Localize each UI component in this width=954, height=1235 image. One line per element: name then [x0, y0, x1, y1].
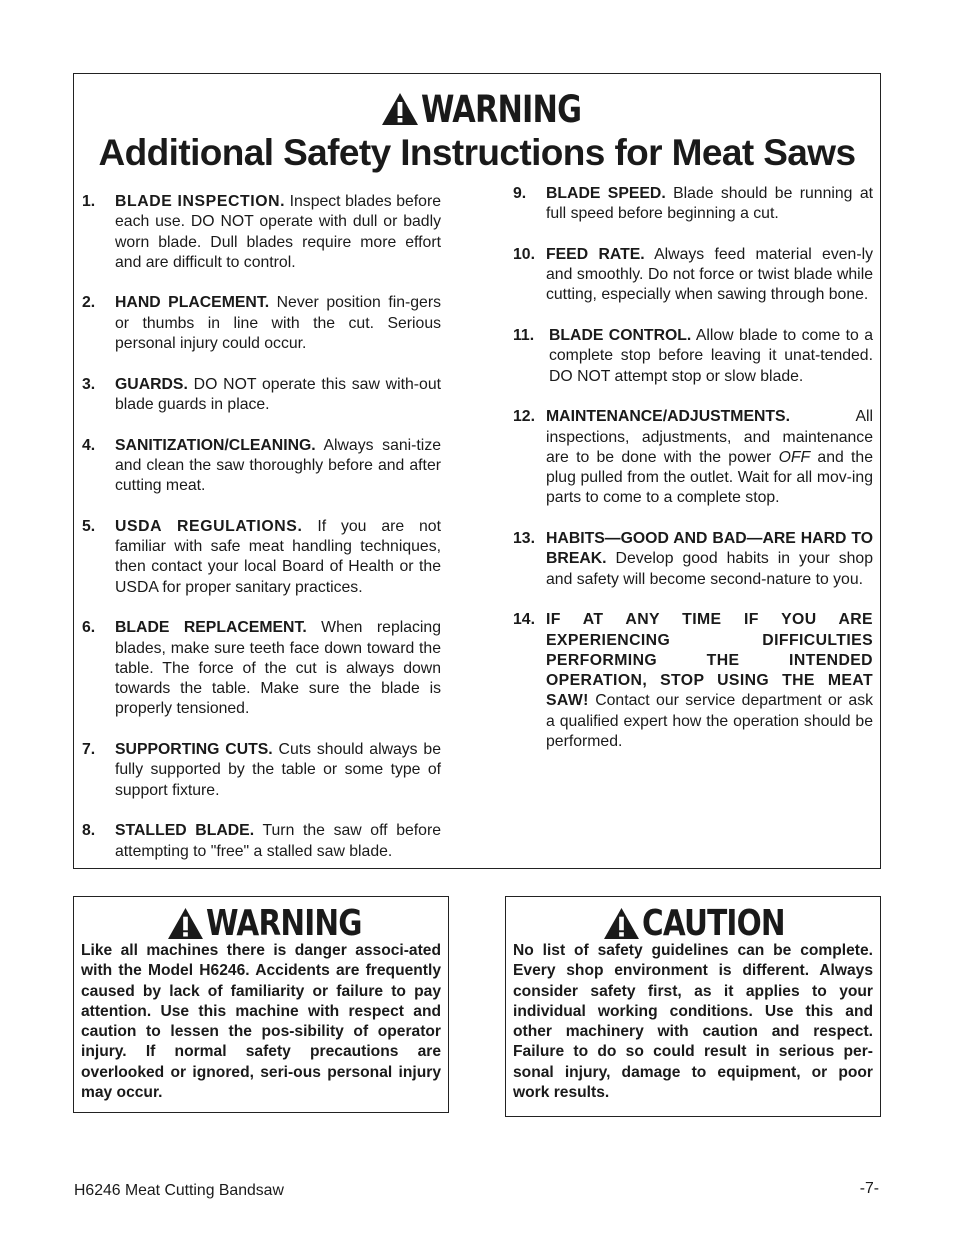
page-title: Additional Safety Instructions for Meat Saws: [98, 132, 856, 173]
signal-word: CAUTION: [642, 902, 786, 944]
list-item: 4. SANITIZATION/CLEANING. Always sani-tize and clean the saw thoroughly before and after cutting meat.: [82, 436, 441, 495]
list-item: 5. USDA REGULATIONS. If you are not familiar with safe meat handling techniques, then contact your local Board of Health or the USDA for proper sanitary practices.: [82, 517, 441, 596]
list-item: 14. IF AT ANY TIME IF YOU ARE EXPERIENCING DIFFICULTIES PERFORMING THE INTENDED OPERATION, STOP USING THE MEAT SAW! Contact our service department or ask a qualified expert how the operation should be performed.: [513, 611, 873, 751]
instructions-right-column: [513, 184, 873, 773]
instructions-left-column: [82, 192, 441, 882]
page-number: -7-: [859, 1180, 879, 1197]
caution-text: No list of safety guidelines can be complete. Every shop environment is different. Always consider safety first, as it applies to your individual working conditions. Use this and other machinery with caution and respect. Failure to do so could result in serious per-sonal injury, damage to equipment, or poor work results.: [513, 942, 873, 1102]
warning-triangle-icon: [381, 92, 419, 126]
list-item: 8. STALLED BLADE. Turn the saw off before attempting to "free" a stalled saw blade.: [82, 822, 441, 860]
warning-triangle-icon: [603, 907, 640, 940]
signal-word: WARNING: [421, 87, 582, 131]
signal-word: WARNING: [205, 902, 362, 944]
list-item: 10. FEED RATE. Always feed material even-ly and smoothly. Do not force or twist blade while cutting, especially when sawing through bone.: [513, 245, 873, 304]
warning-text: Like all machines there is danger associ-ated with the Model H6246. Accidents are frequently caused by lack of familiarity or failure to pay attention. Use this machine with respect and caution to lessen the pos-sibility of operator injury. If normal safety precautions are overlooked or ignored, seri-ous personal injury may occur.: [81, 942, 441, 1102]
list-item: 2. HAND PLACEMENT. Never position fin-gers or thumbs in line with the cut. Serious personal injury could occur.: [82, 294, 441, 353]
warning-signal-header: [74, 903, 448, 943]
warning-box: [73, 896, 449, 1113]
caution-signal-header: [506, 903, 880, 943]
list-item: 12. MAINTENANCE/ADJUSTMENTS. All inspections, adjustments, and maintenance are to be done with the power OFF and the plug pulled from the outlet. Wait for all mov-ing parts to come to a complete stop.: [513, 408, 873, 507]
list-item: 13. HABITS—GOOD AND BAD—ARE HARD TO BREAK. Develop good habits in your shop and safety will become second-nature to you.: [513, 530, 873, 588]
list-item: 11. BLADE CONTROL. Allow blade to come to a complete stop before leaving it unat-tended. DO NOT attempt stop or slow blade.: [513, 327, 873, 385]
safety-instructions-box: [73, 73, 881, 869]
warning-signal-header: [74, 88, 880, 130]
list-item: 1. BLADE INSPECTION. Inspect blades before each use. DO NOT operate with dull or badly worn blade. Dull blades require more effort and are difficult to control.: [82, 193, 441, 271]
warning-triangle-icon: [167, 907, 204, 940]
list-item: 7. SUPPORTING CUTS. Cuts should always be fully supported by the table or some type of support fixture.: [82, 741, 441, 799]
caution-box: [505, 896, 881, 1117]
footer-model-name: H6246 Meat Cutting Bandsaw: [74, 1182, 284, 1199]
list-item: 3. GUARDS. DO NOT operate this saw with-out blade guards in place.: [82, 375, 441, 413]
list-item: 9. BLADE SPEED. Blade should be running at full speed before beginning a cut.: [513, 185, 873, 223]
list-item: 6. BLADE REPLACEMENT. When replacing blades, make sure teeth face down toward the table. The force of the cut is always down towards the table. Make sure the blade is properly tensioned.: [82, 619, 441, 718]
